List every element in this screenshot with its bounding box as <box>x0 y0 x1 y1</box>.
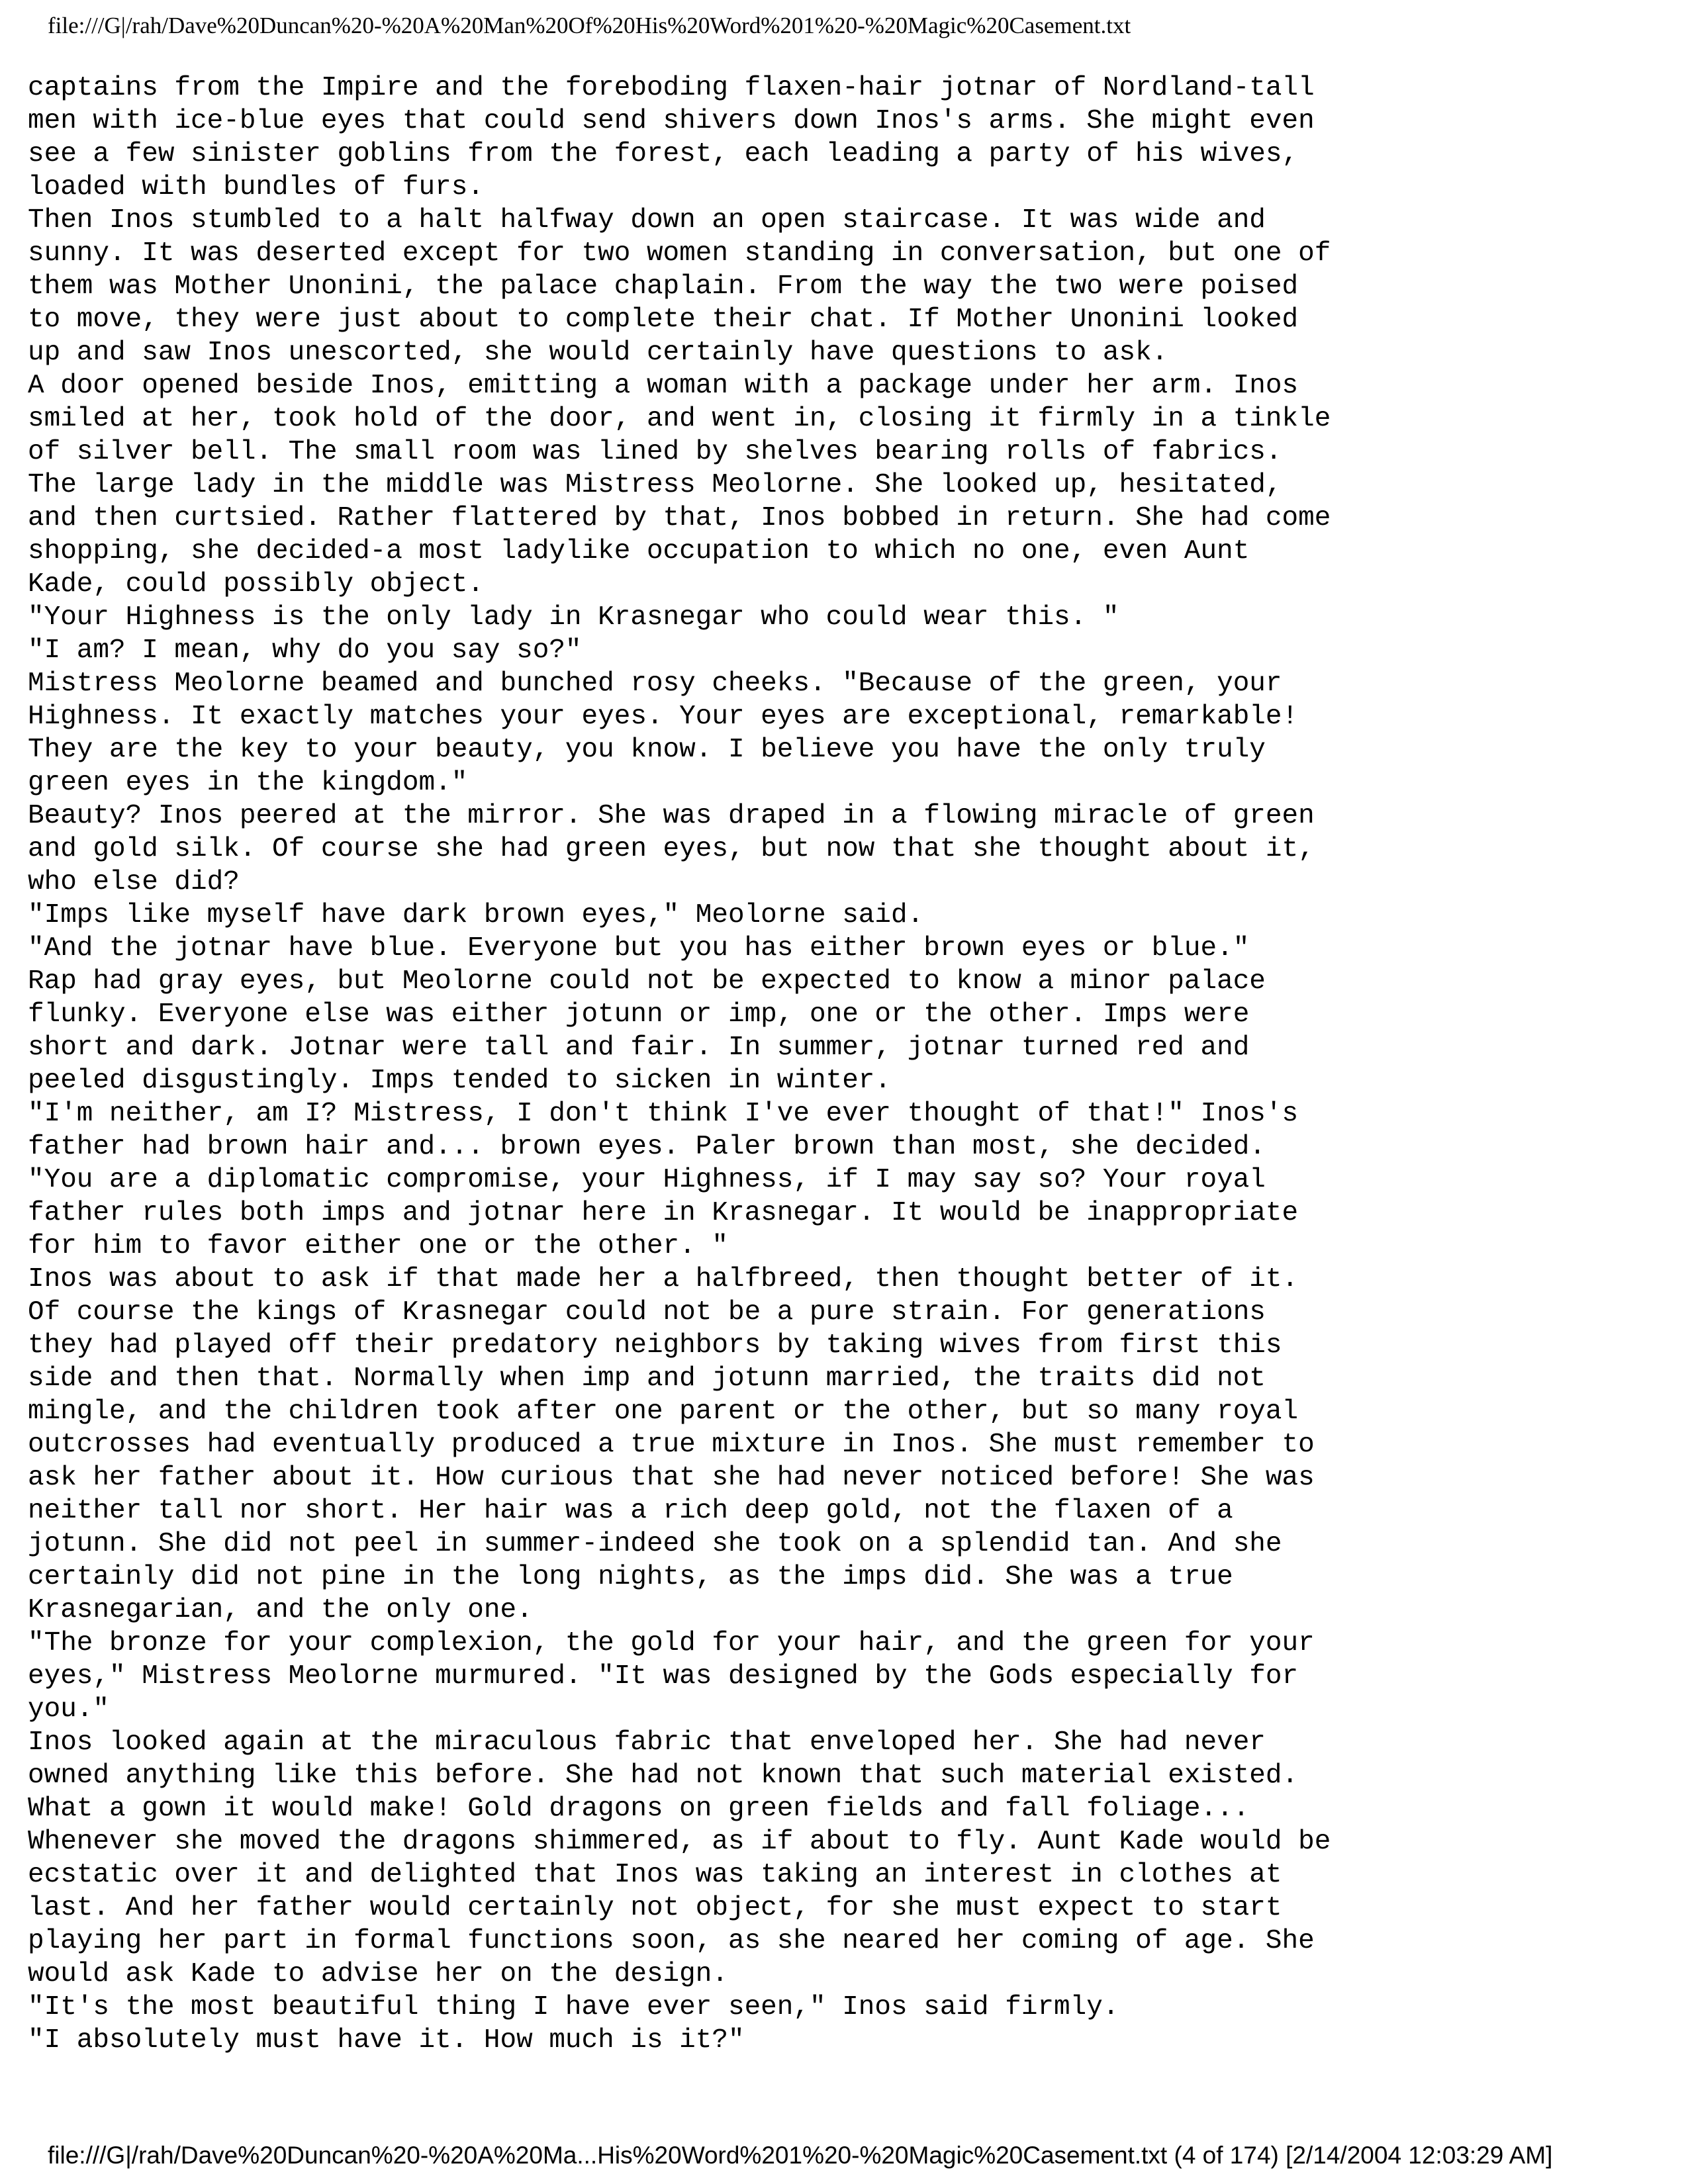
text-line: who else did? <box>28 867 240 897</box>
text-line: see a few sinister goblins from the forest, each leading a party of his wives, <box>28 139 1299 169</box>
text-line: side and then that. Normally when imp and jotunn married, the traits did not <box>28 1363 1266 1394</box>
text-line: of silver bell. The small room was lined by shelves bearing rolls of fabrics. <box>28 437 1282 467</box>
text-line: ask her father about it. How curious that she had never noticed before! She was <box>28 1463 1315 1493</box>
text-line: father rules both imps and jotnar here in Krasnegar. It would be inappropriate <box>28 1198 1299 1228</box>
text-line: captains from the Impire and the foreboding flaxen-hair jotnar of Nordland-tall <box>28 73 1315 103</box>
text-line: Inos looked again at the miraculous fabric that enveloped her. She had never <box>28 1727 1266 1758</box>
text-line: they had played off their predatory neighbors by taking wives from first this <box>28 1330 1282 1361</box>
text-line: "The bronze for your complexion, the gold for your hair, and the green for your <box>28 1628 1315 1659</box>
text-line: neither tall nor short. Her hair was a rich deep gold, not the flaxen of a <box>28 1496 1233 1526</box>
text-line: Highness. It exactly matches your eyes. Your eyes are exceptional, remarkable! <box>28 702 1299 732</box>
text-line: They are the key to your beauty, you know. I believe you have the only truly <box>28 735 1266 765</box>
text-line: smiled at her, took hold of the door, and went in, closing it firmly in a tinkle <box>28 404 1331 434</box>
text-line: "It's the most beautiful thing I have ever seen," Inos said firmly. <box>28 1992 1119 2023</box>
text-line: last. And her father would certainly not object, for she must expect to start <box>28 1893 1282 1923</box>
text-line: Then Inos stumbled to a halt halfway down an open staircase. It was wide and <box>28 205 1266 236</box>
text-line: "You are a diplomatic compromise, your Highness, if I may say so? Your royal <box>28 1165 1266 1195</box>
text-line: "Your Highness is the only lady in Krasnegar who could wear this. " <box>28 602 1119 633</box>
text-line: would ask Kade to advise her on the design. <box>28 1959 728 1989</box>
text-line: "Imps like myself have dark brown eyes," Meolorne said. <box>28 900 924 931</box>
text-line: "I am? I mean, why do you say so?" <box>28 635 582 666</box>
text-line: loaded with bundles of furs. <box>28 172 484 203</box>
text-line: "I absolutely must have it. How much is it?" <box>28 2025 745 2056</box>
text-line: Beauty? Inos peered at the mirror. She was draped in a flowing miracle of green <box>28 801 1315 831</box>
text-line: playing her part in formal functions soon, as she neared her coming of age. She <box>28 1926 1315 1956</box>
text-line: for him to favor either one or the other. " <box>28 1231 728 1261</box>
text-line: Rap had gray eyes, but Meolorne could not be expected to know a minor palace <box>28 966 1266 997</box>
text-line: The large lady in the middle was Mistress Meolorne. She looked up, hesitated, <box>28 470 1282 500</box>
text-line: Kade, could possibly object. <box>28 569 484 600</box>
text-line: and gold silk. Of course she had green eyes, but now that she thought about it, <box>28 834 1315 864</box>
text-line: Krasnegarian, and the only one. <box>28 1595 533 1625</box>
text-line: sunny. It was deserted except for two women standing in conversation, but one of <box>28 238 1331 269</box>
text-line: Whenever she moved the dragons shimmered, as if about to fly. Aunt Kade would be <box>28 1827 1331 1857</box>
text-line: "I'm neither, am I? Mistress, I don't think I've ever thought of that!" Inos's <box>28 1099 1299 1129</box>
text-line: What a gown it would make! Gold dragons on green fields and fall foliage... <box>28 1794 1250 1824</box>
text-line: men with ice-blue eyes that could send shivers down Inos's arms. She might even <box>28 106 1315 136</box>
text-line: A door opened beside Inos, emitting a woman with a package under her arm. Inos <box>28 371 1299 401</box>
text-line: you." <box>28 1694 110 1725</box>
text-line: owned anything like this before. She had not known that such material existed. <box>28 1760 1299 1791</box>
text-line: mingle, and the children took after one parent or the other, but so many royal <box>28 1396 1299 1427</box>
text-line: shopping, she decided-a most ladylike occupation to which no one, even Aunt <box>28 536 1250 567</box>
text-line: up and saw Inos unescorted, she would certainly have questions to ask. <box>28 338 1168 368</box>
text-line: them was Mother Unonini, the palace chaplain. From the way the two were poised <box>28 271 1299 302</box>
text-line: Of course the kings of Krasnegar could not be a pure strain. For generations <box>28 1297 1266 1328</box>
text-line: and then curtsied. Rather flattered by that, Inos bobbed in return. She had come <box>28 503 1331 533</box>
text-line: short and dark. Jotnar were tall and fair. In summer, jotnar turned red and <box>28 1032 1250 1063</box>
text-line: outcrosses had eventually produced a true mixture in Inos. She must remember to <box>28 1430 1315 1460</box>
text-line: Inos was about to ask if that made her a halfbreed, then thought better of it. <box>28 1264 1299 1295</box>
text-line: to move, they were just about to complete their chat. If Mother Unonini looked <box>28 304 1299 335</box>
header-file-path: file:///G|/rah/Dave%20Duncan%20-%20A%20Man%20Of%20His%20Word%201%20-%20Magic%20Casement.txt <box>48 13 1131 38</box>
text-line: certainly did not pine in the long nights, as the imps did. She was a true <box>28 1562 1233 1592</box>
footer-file-path: file:///G|/rah/Dave%20Duncan%20-%20A%20Ma...His%20Word%201%20-%20Magic%20Casement.txt (4 of 174) [2/14/2004 12:03:29 AM] <box>48 2142 1553 2169</box>
text-line: ecstatic over it and delighted that Inos was taking an interest in clothes at <box>28 1860 1282 1890</box>
text-line: eyes," Mistress Meolorne murmured. "It was designed by the Gods especially for <box>28 1661 1299 1692</box>
text-line: jotunn. She did not peel in summer-indeed she took on a splendid tan. And she <box>28 1529 1282 1559</box>
text-line: green eyes in the kingdom." <box>28 768 468 798</box>
text-line: "And the jotnar have blue. Everyone but you has either brown eyes or blue." <box>28 933 1250 964</box>
document-body <box>28 71 1331 2057</box>
text-line: flunky. Everyone else was either jotunn or imp, one or the other. Imps were <box>28 999 1250 1030</box>
text-line: Mistress Meolorne beamed and bunched rosy cheeks. "Because of the green, your <box>28 668 1282 699</box>
text-line: father had brown hair and... brown eyes. Paler brown than most, she decided. <box>28 1132 1266 1162</box>
text-line: peeled disgustingly. Imps tended to sicken in winter. <box>28 1066 892 1096</box>
